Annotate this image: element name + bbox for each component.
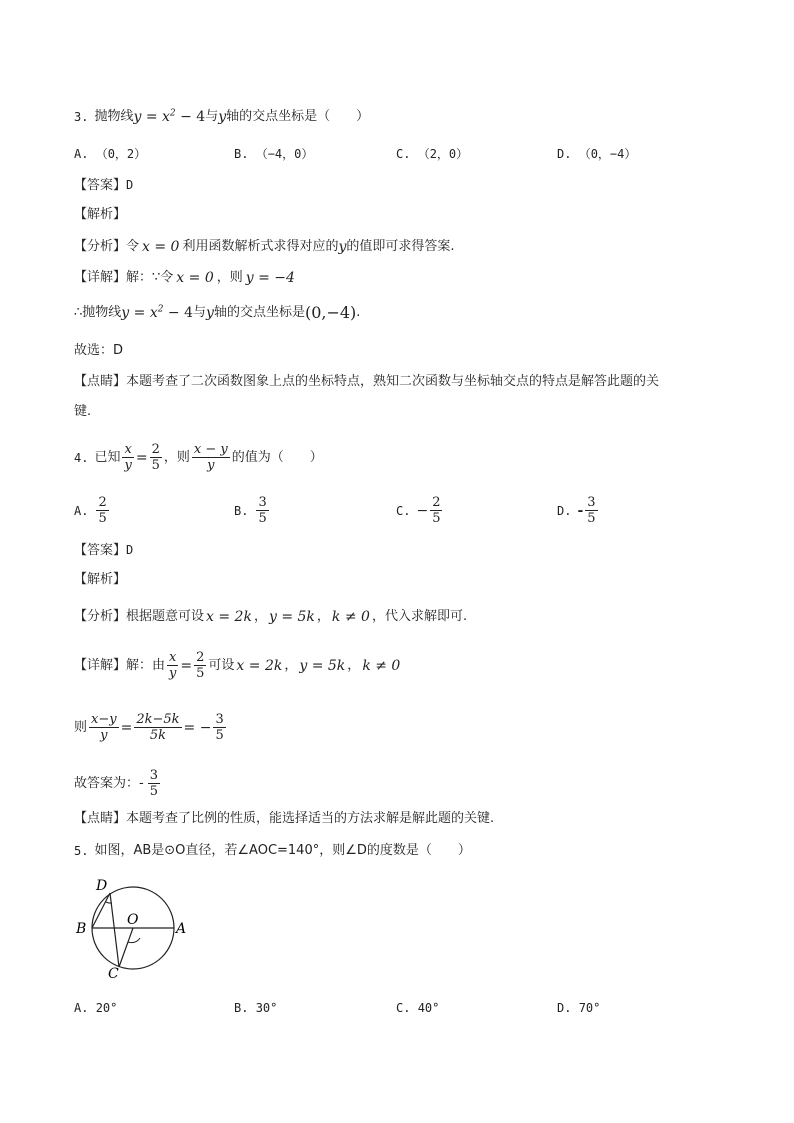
q5-stem: 5. 如图，AB是⊙O直径，若∠AOC=140°，则∠D的度数是（ ）: [74, 843, 471, 858]
q5-option-c[interactable]: C. 40°: [396, 1001, 440, 1015]
q4-option-d[interactable]: D. - $\frac{3}{5}$: [557, 495, 596, 526]
q3-option-d[interactable]: D. （0，−4）: [557, 147, 637, 161]
label-a: A: [176, 921, 187, 937]
label-c: C: [108, 966, 119, 982]
q3-analysis-tag: 【解析】: [74, 207, 127, 222]
q4-number: 4.: [74, 450, 89, 465]
q3-detail: 【详解】 解：∵令 x = 0 ，则 y = −4: [74, 270, 295, 286]
q3-option-c[interactable]: C. （2，0）: [396, 147, 469, 161]
angle-aoc-arc: [128, 938, 140, 943]
q3-fenxi: 【分析】 令 x = 0 利用函数解析式求得对应的 y 的值即可求得答案.: [74, 239, 455, 255]
q4-option-b[interactable]: B. $\frac{3}{5}$: [234, 495, 267, 526]
q4-option-a[interactable]: A. $\frac{2}{5}$: [74, 495, 107, 526]
q3-expression: $y = x^2 - 4$: [133, 108, 206, 125]
q3-answer: 【答案】D: [74, 178, 134, 193]
q3-option-b[interactable]: B. （−4，0）: [234, 147, 314, 161]
radius-oc: [119, 928, 133, 967]
q5-option-d[interactable]: D. 70°: [557, 1001, 601, 1015]
label-d: D: [96, 878, 108, 894]
q4-option-c[interactable]: C. − $\frac{2}{5}$: [396, 495, 441, 526]
q4-analysis-tag: 【解析】: [74, 572, 127, 587]
q4-stem: 4. 已知 $\frac{x}{y}$ = $\frac{2}{5}$ ，则 $\frac{x - y}{y}$ 的值为（ ）: [74, 442, 323, 473]
chord-dc: [110, 893, 119, 967]
q4-then: 则 $\frac{x-y}{y}$ = $\frac{2k-5k}{5k}$ = − $\frac{3}{5}$: [74, 712, 224, 743]
q4-answer: 【答案】D: [74, 543, 134, 558]
q5-option-b[interactable]: B. 30°: [234, 1001, 278, 1015]
chord-db: [92, 893, 110, 928]
q3-option-a[interactable]: A. （0，2）: [74, 147, 147, 161]
q4-detail: 【详解】 解：由 $\frac{x}{y}$ = $\frac{2}{5}$ 可设 x = 2k ， y = 5k ， k ≠ 0: [74, 650, 401, 681]
q4-comment: 【点睛】本题考查了比例的性质，能选择适当的方法求解是解此题的关键.: [74, 811, 495, 826]
q5-option-a[interactable]: A. 20°: [74, 1001, 118, 1015]
circle-diagram: [70, 872, 200, 982]
label-o: O: [127, 912, 139, 928]
label-b: B: [76, 921, 87, 937]
q3-comment-cont: 键.: [74, 404, 92, 419]
q5-number: 5.: [74, 844, 89, 858]
q3-stem: 3. 抛物线 $y = x^2 - 4$ 与 y 轴的交点坐标是（ ）: [74, 108, 370, 125]
q3-number: 3.: [74, 110, 89, 124]
q4-fenxi: 【分析】 根据题意可设 x = 2k ， y = 5k ， k ≠ 0 ，代入求解即可.: [74, 609, 468, 625]
q4-result: 故答案为：- $\frac{3}{5}$: [74, 768, 158, 799]
q3-choose: 故选：D: [74, 343, 124, 358]
q3-comment: 【点睛】本题考查了二次函数图象上点的坐标特点，熟知二次函数与坐标轴交点的特点是解答此题的关: [74, 374, 660, 389]
q3-therefore: ∴抛物线 $y = x^2 - 4$ 与 y 轴的交点坐标是 (0,−4) .: [74, 303, 361, 322]
